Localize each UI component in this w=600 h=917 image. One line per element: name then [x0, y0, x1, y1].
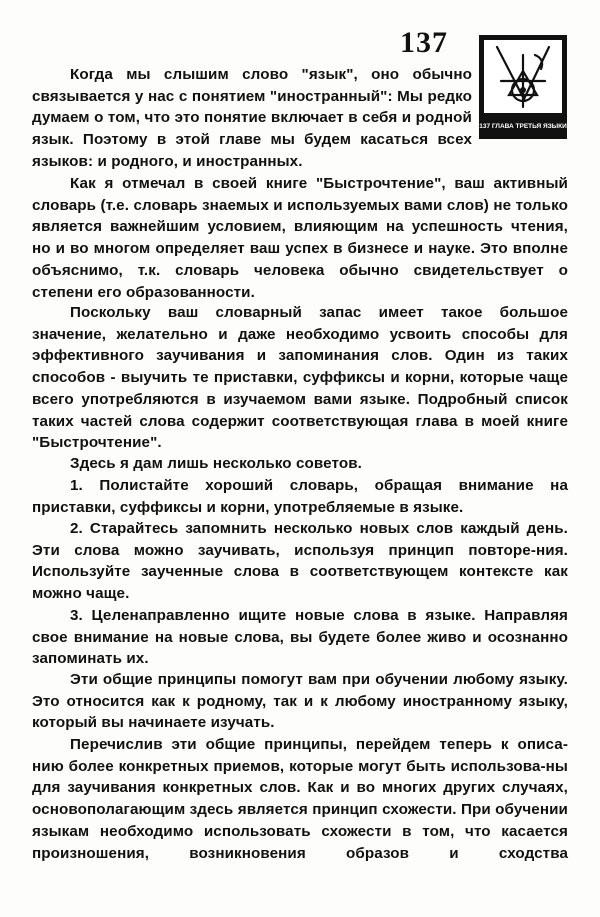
paragraph-intro: Когда мы слышим слово "язык", оно обычно связывается у нас с понятием "иностранный": Мы редко думаем о том, что это понятие включает в себя и родной язык. Поэтому в этой главе мы будем касаться всех языков: и родного, и иностранных. — [32, 66, 472, 170]
page-number: 137 — [400, 26, 448, 59]
paragraph-specific-methods: Перечислив эти общие принципы, перейдем теперь к описа-нию более конкретных приемов, которые могут быть использова-ны для заучивания конкретных слов. Как и во многих других случаях, основополагающим здесь является принцип схожести. При обучении языкам необходимо использовать схожести в том, что касается произношения, возникновения образов и сходства — [32, 736, 568, 862]
list-item-3: 3. Целенаправленно ищите новые слова в языке. Направляя свое внимание на новые слова, вы будете более живо и осознанно запоминать их. — [32, 607, 568, 668]
list-item-1: 1. Полистайте хороший словарь, обращая внимание на приставки, суффиксы и корни, употребляемые в языке. — [32, 477, 568, 516]
chapter-emblem-label: 137 ГЛАВА ТРЕТЬЯ ЯЗЫКИ — [479, 123, 567, 130]
paragraph-advice-intro: Здесь я дам лишь несколько советов. — [70, 455, 362, 472]
list-item-2: 2. Старайтесь запомнить несколько новых слов каждый день. Эти слова можно заучивать, используя принцип повторе-ния. Используйте заученные слова в соответствующем контексте как можно чаще. — [32, 520, 568, 603]
paragraph-principles: Эти общие принципы помогут вам при обучении любому языку. Это относится как к родному, так и к любому иностранному языку, который вы начинаете изучать. — [32, 671, 568, 732]
paragraph-vocabulary: Как я отмечал в своей книге "Быстрочтение", ваш активный словарь (т.е. словарь знаемых и используемых вами слов) не только является важнейшим условием, влияющим на успешность чтения, но и во многом определяет ваш успех в бизнесе и науке. Это вполне объяснимо, т.к. словарь человека обычно свидетельствует о степени его образованности. — [32, 175, 568, 301]
chapter-emblem-icon — [479, 35, 567, 139]
paragraph-methods: Поскольку ваш словарный запас имеет такое большое значение, желательно и даже необходимо усвоить способы для эффективного заучивания и запоминания слов. Один из таких способов - выучить те приставки, суффиксы и корни, которые чаще всего употребляются в изучаемом вами языке. Подробный список таких частей слова содержит соответствующая глава в моей книге "Быстрочтение". — [32, 304, 568, 452]
